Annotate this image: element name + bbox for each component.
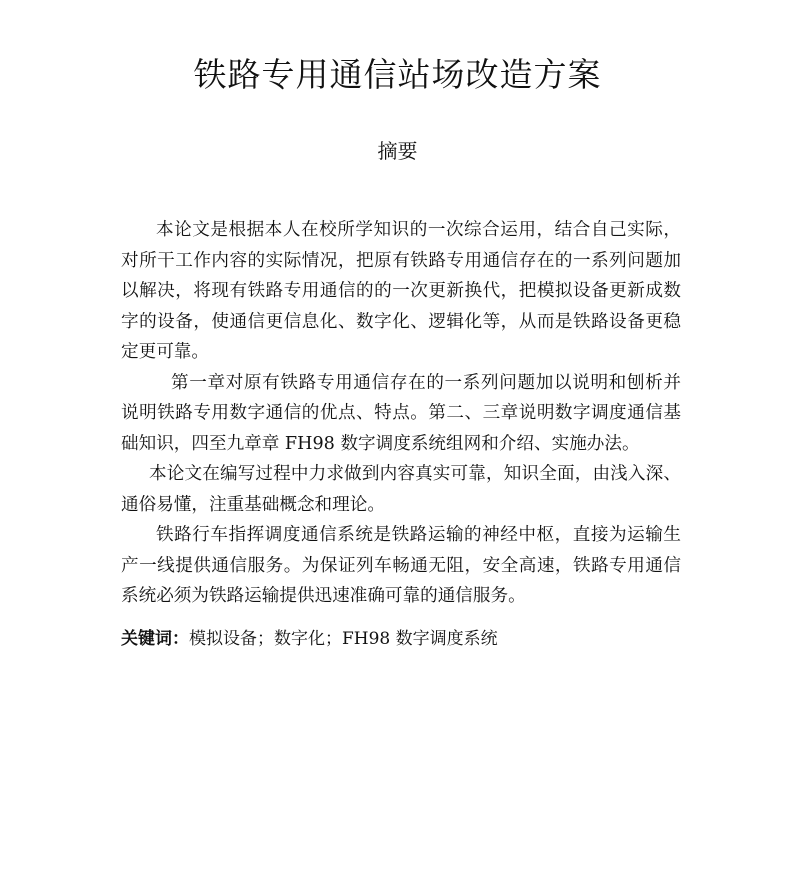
keywords-label: 关键词： — [121, 629, 189, 649]
abstract-heading: 摘要 — [377, 139, 418, 163]
abstract-paragraph-2: 第一章对原有铁路专用通信存在的一系列问题加以说明和刨析并说明铁路专用数字通信的优点、特点。第二、三章说明数字调度通信基础知识，四至九章章 FH98 数字调度系统组网和介绍、实施办法。 — [121, 372, 681, 454]
abstract-paragraph-1: 本论文是根据本人在校所学知识的一次综合运用，结合自己实际，对所干工作内容的实际情况，把原有铁路专用通信存在的一系列问题加以解决，将现有铁路专用通信的的一次更新换代，把模拟设备更新成数字的设备，使通信更信息化、数字化、逻辑化等，从而是铁路设备更稳定更可靠。 — [121, 220, 681, 362]
keywords-value: 模拟设备；数字化；FH98 数字调度系统 — [189, 629, 498, 649]
abstract-paragraph-4: 铁路行车指挥调度通信系统是铁路运输的神经中枢，直接为运输生产一线提供通信服务。为保证列车畅通无阻，安全高速，铁路专用通信系统必须为铁路运输提供迅速准确可靠的通信服务。 — [121, 525, 681, 606]
abstract-paragraph-3: 本论文在编写过程中力求做到内容真实可靠，知识全面，由浅入深、通俗易懂，注重基础概念和理论。 — [121, 464, 681, 515]
page-title: 铁路专用通信站场改造方案 — [193, 55, 602, 94]
keywords-line — [121, 624, 681, 654]
abstract-body — [121, 215, 681, 612]
